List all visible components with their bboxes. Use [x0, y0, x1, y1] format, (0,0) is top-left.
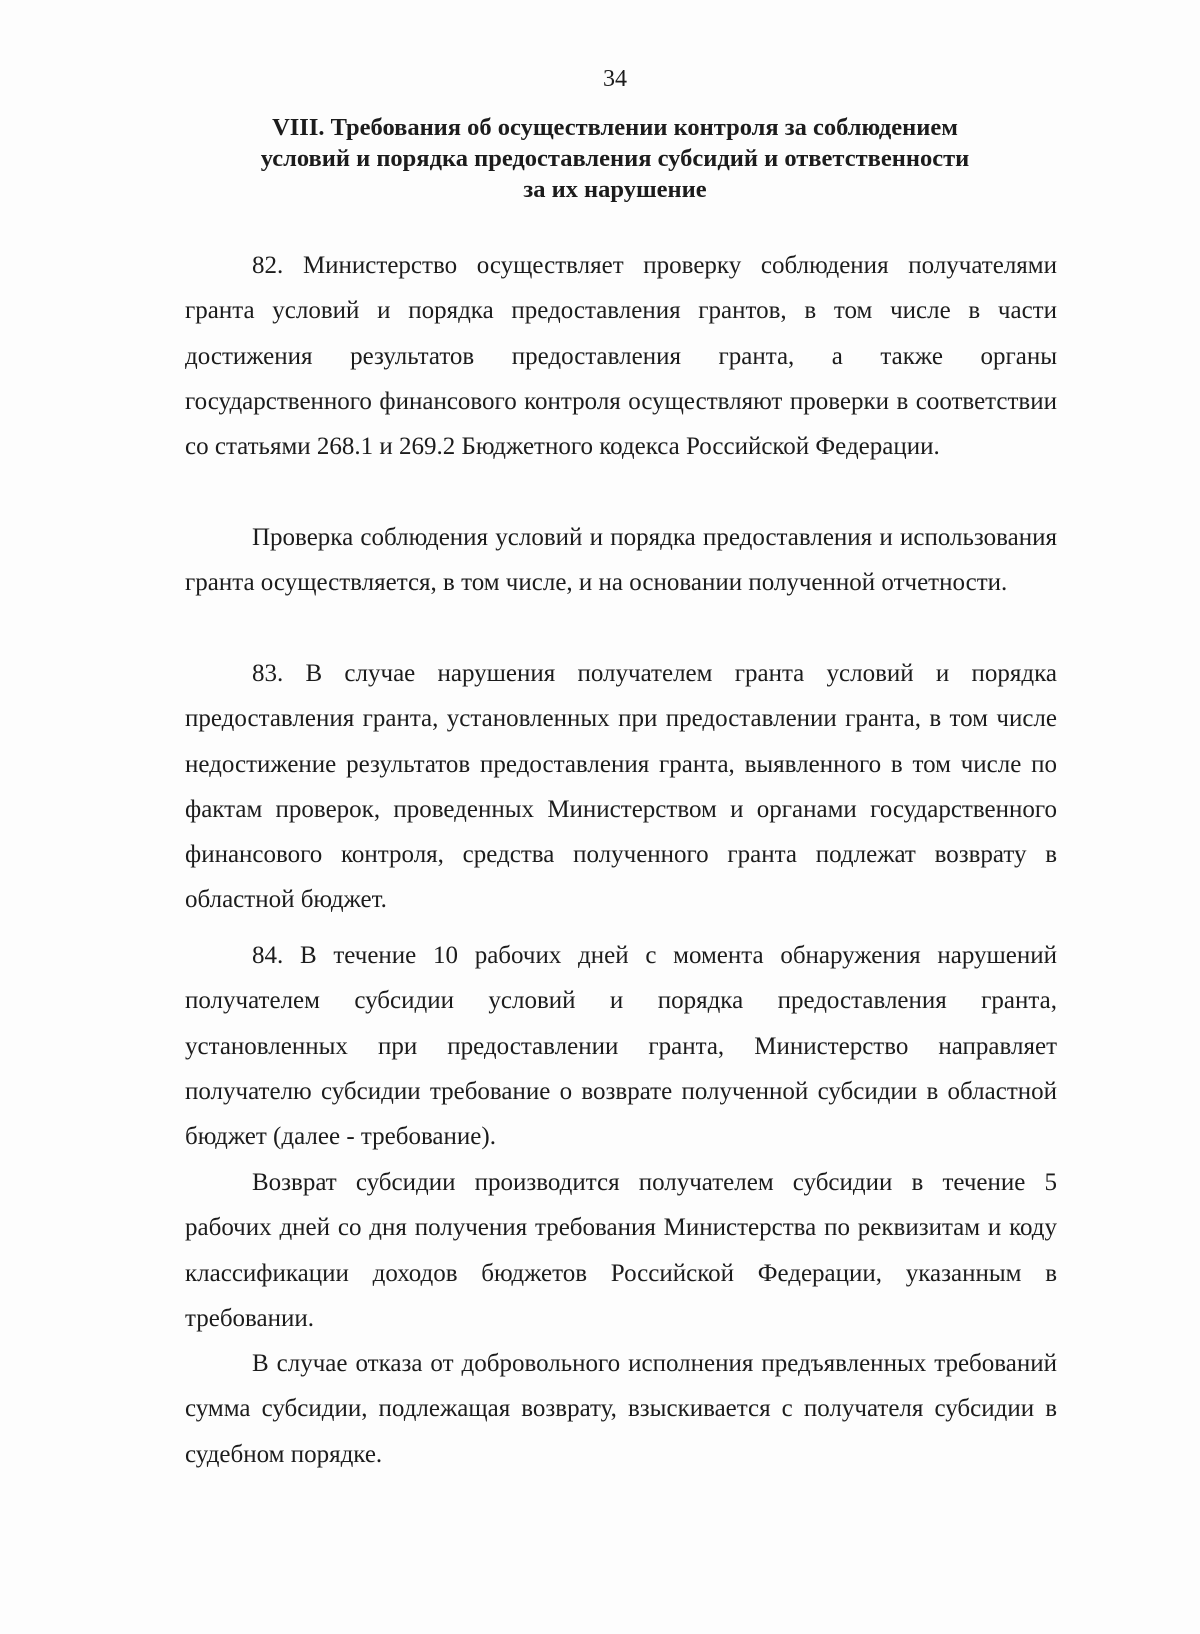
- paragraph-82: 82. Министерство осуществляет проверку соблюдения получателями гранта условий и порядка предоставления грантов, в том числе в части достижения результатов предоставления гранта, а также органы государственного финансового контроля осуществляют проверки в соответствии со статьями 268.1 и 269.2 Бюджетного кодекса Российской Федерации.: [185, 252, 1057, 461]
- paragraph-83: 83. В случае нарушения получателем гранта условий и порядка предоставления гранта, установленных при предоставлении гранта, в том числе недостижение результатов предоставления гранта, выявленного в том числе по фактам проверок, проведенных Министерством и органами государственного финансового контроля, средства полученного гранта подлежат возврату в областной бюджет.: [185, 660, 1057, 914]
- section-heading: [180, 112, 1050, 205]
- paragraph-82-continued: Проверка соблюдения условий и порядка предоставления и использования гранта осуществляется, в том числе, и на основании полученной отчетности.: [185, 524, 1057, 597]
- page-number: 34: [603, 66, 627, 92]
- paragraph-84-refusal: В случае отказа от добровольного исполнения предъявленных требований сумма субсидии, подлежащая возврату, взыскивается с получателя субсидии в судебном порядке.: [185, 1350, 1057, 1468]
- section-heading-line-1: VIII. Требования об осуществлении контроля за соблюдением: [272, 114, 958, 141]
- section-heading-line-3: за их нарушение: [523, 176, 707, 203]
- paragraph-84-return: Возврат субсидии производится получателем субсидии в течение 5 рабочих дней со дня получения требования Министерства по реквизитам и коду классификации доходов бюджетов Российской Федерации, указанным в требовании.: [185, 1169, 1057, 1332]
- paragraph-84: 84. В течение 10 рабочих дней с момента обнаружения нарушений получателем субсидии условий и порядка предоставления гранта, установленных при предоставлении гранта, Министерство направляет получателю субсидии требование о возврате полученной субсидии в областной бюджет (далее - требование).: [185, 942, 1057, 1151]
- section-heading-line-2: условий и порядка предоставления субсидий и ответственности: [260, 145, 970, 172]
